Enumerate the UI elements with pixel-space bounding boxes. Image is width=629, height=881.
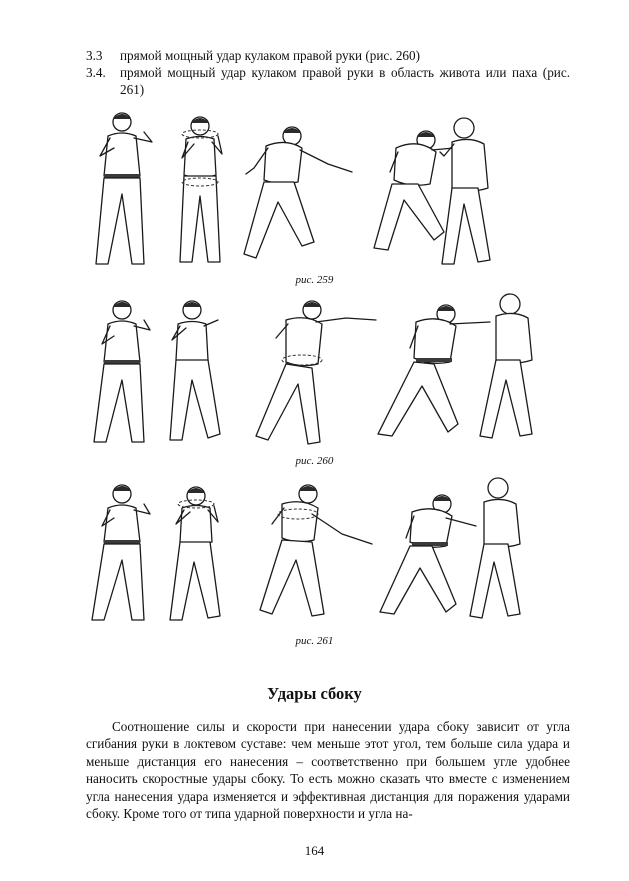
boxing-figures-illustration (86, 104, 566, 274)
fighter-punching-figure (256, 301, 376, 444)
list-item (86, 47, 570, 64)
fighter-stance-figure (92, 485, 150, 620)
page-number: 164 (304, 843, 325, 858)
fighter-guard-figure (170, 301, 220, 440)
fighters-sparring-figure (378, 294, 532, 438)
boxing-figures-illustration (86, 474, 566, 628)
fighter-stance-figure (94, 301, 150, 442)
figure-260-illustration (86, 292, 566, 450)
list-item-number: 3.3 (86, 48, 103, 63)
list-item-text: прямой мощный удар кулаком правой руки в область живота или паха (рис. 261) (120, 65, 570, 97)
paragraph: Соотношение силы и скорости при нанесении удара сбоку зависит от угла сгибания руки в локтевом суставе: чем меньше этот угол, тем больше сила удара и меньше дистанция его нанесения – соответственно при большем угле удобнее наносить скоростные удары сбоку. То есть можно сказать что вместе с изменением угла нанесения удара изменяется и эффективная дистанция для поражения ударами сбоку. Кроме того от типа ударной поверхности и угла на- (86, 719, 570, 822)
figure-caption: рис. 260 (295, 455, 334, 467)
section-title: Удары сбоку (267, 684, 362, 703)
technique-list (86, 47, 570, 98)
fighter-guard-figure (170, 487, 220, 620)
list-item-text: прямой мощный удар кулаком правой руки (рис. 260) (120, 48, 421, 63)
body-text (86, 718, 570, 822)
fighters-sparring-figure (374, 118, 490, 264)
fighters-sparring-figure (380, 478, 520, 618)
fighter-guard-figure (180, 117, 222, 262)
fighter-punching-figure (244, 127, 352, 258)
fighter-stance-figure (96, 113, 152, 264)
figure-caption: рис. 261 (295, 635, 334, 647)
boxing-figures-illustration (86, 292, 566, 450)
fighter-punching-figure (260, 485, 372, 616)
figure-261-illustration (86, 474, 566, 628)
list-item (86, 64, 570, 98)
figure-259-illustration (86, 104, 566, 274)
figure-caption: рис. 259 (295, 274, 334, 286)
list-item-number: 3.4. (86, 65, 106, 80)
